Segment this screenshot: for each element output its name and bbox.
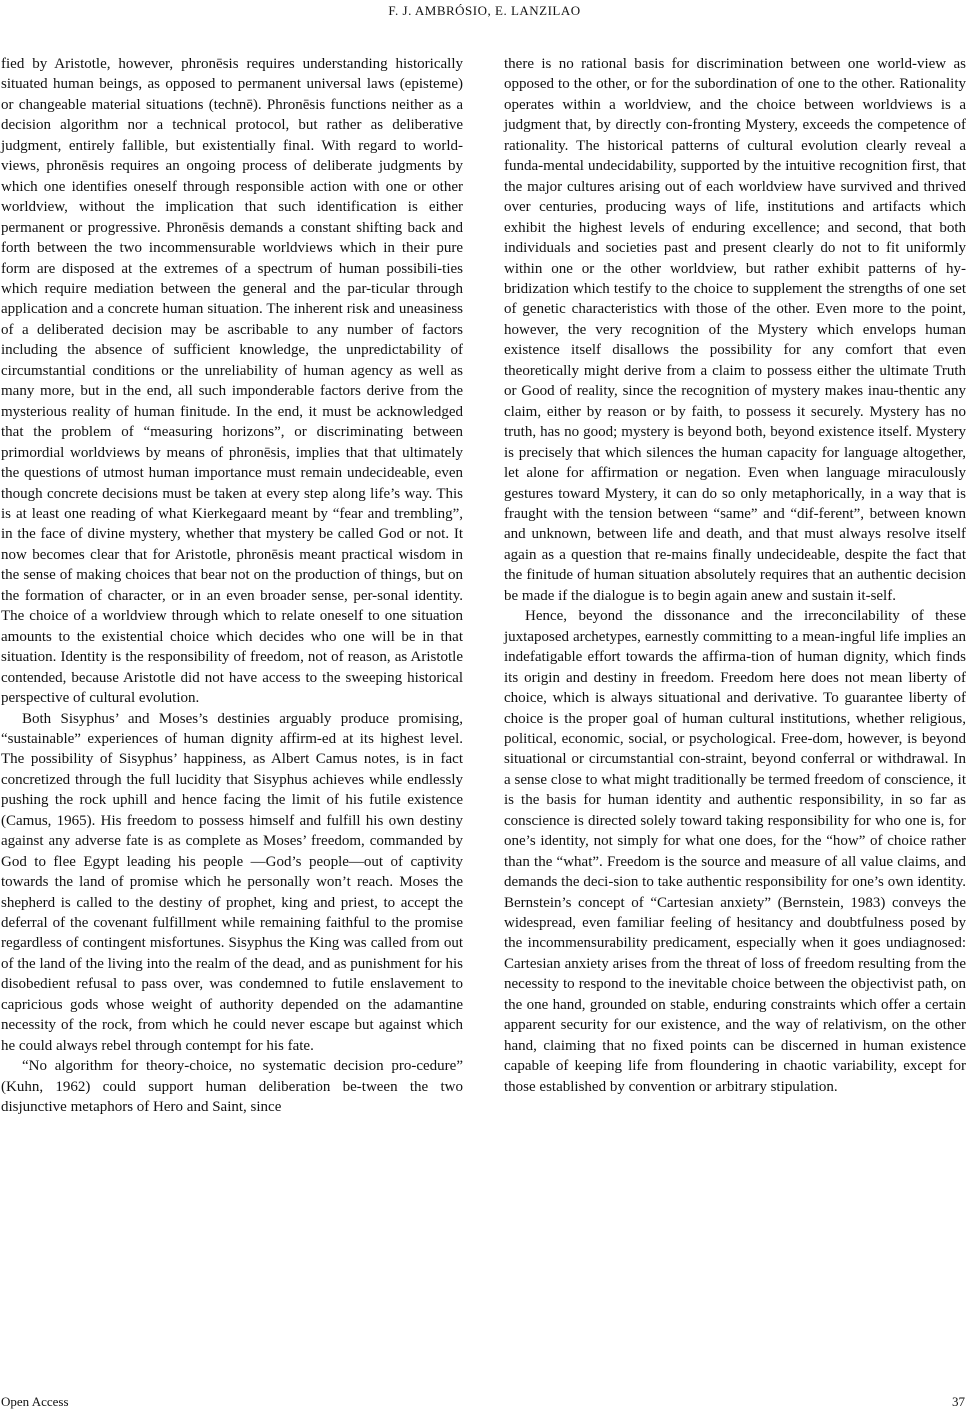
left-column <box>1 54 463 1118</box>
paragraph: there is no rational basis for discrimination between one world-view as opposed to the other, or for the subordination of one to the other. Rationality operates within a worldview, and the choice between worldviews is a judgment that, by directly con-fronting Mystery, exceeds the competence of rationality. The historical patterns of cultural evolution clearly reveal a funda-mental undecidability, supported by the intuitive recognition first, that the major cultures arising out of each worldview have survived and thrived over centuries, producing ways of life, institutions and artifacts which exhibit the highest levels of enduring excellence; and second, that both individuals and societies past and present clearly do not to fit uniformly within one or the other worldview, but rather exhibit patterns of hy-bridization which testify to the choice to supplement the strengths of one set of genetic characteristics with those of the other. Even more to the point, however, the very recognition of the Mystery which envelops human existence itself disallows the possibility for any comfort that even theoretically might derive from a claim to possess either the ultimate Truth or Good of reality, since the recognition of mystery makes inau-thentic any claim, either by reason or by faith, to possess it securely. Mystery has no truth, has no good; mystery is beyond both, beyond existence itself. Mystery is precisely that which silences the human capacity for language altogether, let alone for affirmation or negation. Even when language miraculously gestures toward Mystery, it can do so only metaphorically, in a way that is fraught with the tension between “same” and “dif-ferent”, between known and unknown, between life and death, and that must always resolve itself again as a question that re-mains finally undecideable, despite the fact that the finitude of human situation absolutely requires that an authentic decision be made if the dialogue is to begin again anew and sustain it-self. <box>504 56 966 604</box>
page-number: 37 <box>952 1394 965 1409</box>
running-head: F. J. AMBRÓSIO, E. LANZILAO <box>388 3 581 18</box>
footer-open-access: Open Access <box>1 1394 69 1409</box>
paragraph: “No algorithm for theory-choice, no systematic decision pro-cedure” (Kuhn, 1962) could support human deliberation be-tween the two disjunctive metaphors of Hero and Saint, since <box>1 1058 463 1116</box>
paragraph: Both Sisyphus’ and Moses’s destinies arguably produce promising, “sustainable” experiences of human dignity affirm-ed at its highest level. The possibility of Sisyphus’ happiness, as Albert Camus notes, is in fact concretized through the full lucidity that Sisyphus achieves while endlessly pushing the rock uphill and hence facing the limit of his futile existence (Camus, 1965). His freedom to possess himself and fulfill his own destiny against any adverse fate is as complete as Moses’ freedom, commanded by God to flee Egypt leading his people —God’s people—out of captivity towards the land of promise which he personally won’t reach. Moses the shepherd is called to the destiny of prophet, king and priest, to accept the deferral of the covenant fulfillment while remaining faithful to the promise regardless of contingent misfortunes. Sisyphus the King was called from out of the land of the living into the realm of the dead, and as punishment for his disobedient refusal to pass over, was condemned to futile enslavement to capricious gods whose weight of authority depended on the adamantine necessity of the rock, from which he could never escape but against which he could always rebel through contempt for his fate. <box>1 710 463 1054</box>
right-column <box>504 54 966 1097</box>
paragraph: fied by Aristotle, however, phronēsis requires understanding historically situated human beings, as opposed to permanent universal laws (episteme) or changeable material situations (technē). Phronēsis functions neither as a decision algorithm nor a technical protocol, but rather as deliberative judgment, entirely fallible, but existentially final. With regard to world-views, phronēsis requires an ongoing process of deliberate judgments by which one identifies oneself through responsible action with one or other worldview, without the implication that such identification is either permanent or progressive. Phronēsis demands a constant shifting back and forth between the two incommensurable worldviews which in their pure form are disposed at the extremes of a spectrum of human possibili-ties which require mediation between the general and the par-ticular through application and a concrete human situation. The inherent risk and uneasiness of a deliberated decision may be ascribable to any number of factors including the absence of sufficient knowledge, the unpredictability of circumstantial conditions or the unreliability of human agency as well as many more, but in the end, all such imponderable factors derive from the mysterious reality of human finitude. In the end, it must be acknowledged that the problem of “measuring horizons”, or discriminating between primordial worldviews by means of phronēsis, implies that that ultimately the questions of utmost human importance must remain undecideable, even though concrete decisions must be taken at every step along life’s way. This is at least one reading of what Kierkegaard meant by “fear and trembling”, in the face of divine mystery, whether that mystery be called God or not. It now becomes clear that for Aristotle, phronēsis meant practical wisdom in the sense of making choices that bear not on the production of things, but on the formation of character, or in an even broader sense, per-sonal identity. The choice of a worldview through which to relate oneself to one situation amounts to the existential choice which decides who one will be in that situation. Identity is the responsibility of freedom, not of reason, as Aristotle contended, because Aristotle did not have access to the sweeping historical perspective of cultural evolution. <box>1 56 463 707</box>
paragraph: Hence, beyond the dissonance and the irreconcilability of these juxtaposed archetypes, earnestly committing to a mean-ingful life implies an indefatigable effort towards the affirma-tion of human dignity, which finds its origin and destiny in freedom. Freedom here does not mean liberty of choice, which is always situational and derivative. To guarantee liberty of choice is the proper goal of human cultural institutions, whether religious, political, economic, social, or psychological. Free-dom, however, is beyond situational or circumstantial con-straint, beyond conferral or withdrawal. In a sense close to what might traditionally be termed freedom of conscience, it is the basis for human identity and authentic responsibility, in so far as conscience is directed solely toward taking responsibility for who one is, for one’s identity, not simply for what one does, for the “how” of choice rather than the “what”. Freedom is the source and measure of all value claims, and demands the deci-sion to take authentic responsibility for one’s own identity. Bernstein’s concept of “Cartesian anxiety” (Bernstein, 1983) conveys the widespread, even familiar feeling of hesitancy and doubtfulness posed by the incommensurability predicament, especially when it goes undiagnosed: Cartesian anxiety arises from the threat of loss of freedom resulting from the necessity to respond to the inevitable choice between the objectivist path, on the one hand, grounded on stable, enduring constraints which offer a certain apparent security for our existence, and the way of relativism, on the other hand, claiming that no fixed points can be discerned in human existence capable of keeping life from floundering in chaotic variability, except for those established by convention or arbitrary stipulation. <box>504 608 966 1095</box>
